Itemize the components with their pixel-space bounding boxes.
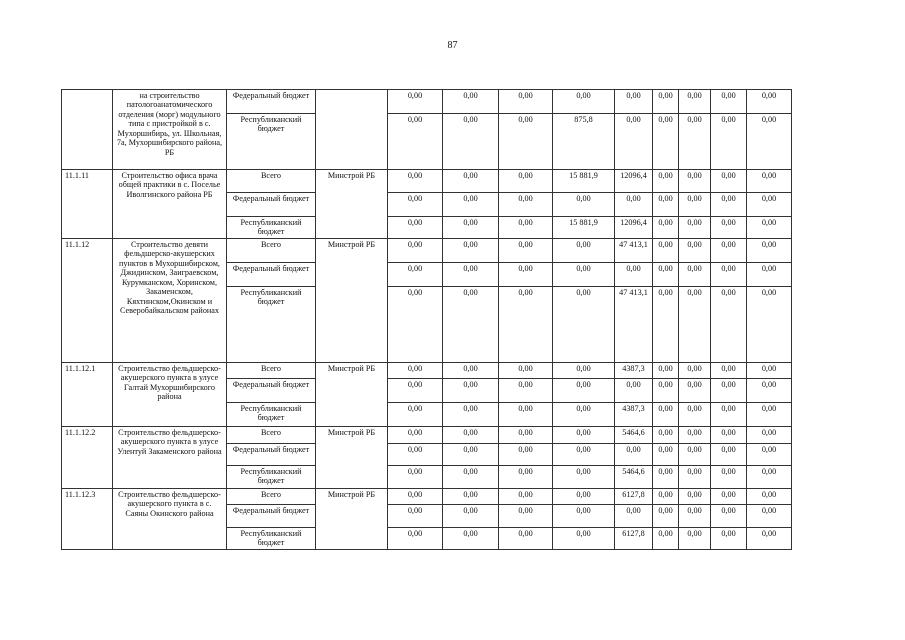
value-cell: 0,00 xyxy=(653,193,679,217)
value-cell: 0,00 xyxy=(388,90,443,114)
value-cell: 0,00 xyxy=(653,263,679,287)
value-cell: 0,00 xyxy=(553,379,615,403)
value-cell: 0,00 xyxy=(388,528,443,550)
value-cell: 0,00 xyxy=(679,170,711,193)
executor: Минстрой РБ xyxy=(316,239,388,363)
value-cell: 0,00 xyxy=(499,263,553,287)
value-cell: 0,00 xyxy=(653,217,679,239)
value-cell: 0,00 xyxy=(499,114,553,170)
value-cell: 0,00 xyxy=(711,114,747,170)
funding-source: Республиканский бюджет xyxy=(227,114,316,170)
executor xyxy=(316,90,388,170)
value-cell: 0,00 xyxy=(553,427,615,444)
value-cell: 0,00 xyxy=(499,217,553,239)
funding-source: Федеральный бюджет xyxy=(227,379,316,403)
value-cell: 0,00 xyxy=(679,505,711,528)
value-cell: 0,00 xyxy=(553,403,615,427)
value-cell: 0,00 xyxy=(388,427,443,444)
value-cell: 0,00 xyxy=(679,444,711,466)
value-cell: 0,00 xyxy=(747,90,792,114)
value-cell: 0,00 xyxy=(711,489,747,505)
table-row xyxy=(62,170,792,193)
value-cell: 0,00 xyxy=(499,239,553,263)
value-cell: 0,00 xyxy=(553,444,615,466)
value-cell: 0,00 xyxy=(615,90,653,114)
value-cell: 0,00 xyxy=(553,505,615,528)
value-cell: 0,00 xyxy=(679,363,711,379)
value-cell: 0,00 xyxy=(747,379,792,403)
value-cell: 0,00 xyxy=(553,528,615,550)
value-cell: 0,00 xyxy=(499,90,553,114)
value-cell: 0,00 xyxy=(747,505,792,528)
value-cell: 0,00 xyxy=(388,379,443,403)
table-row xyxy=(62,427,792,444)
value-cell: 4387,3 xyxy=(615,403,653,427)
value-cell: 0,00 xyxy=(679,263,711,287)
row-code xyxy=(62,90,113,170)
value-cell: 0,00 xyxy=(499,466,553,489)
value-cell: 0,00 xyxy=(711,287,747,363)
value-cell: 0,00 xyxy=(679,239,711,263)
value-cell: 0,00 xyxy=(388,193,443,217)
value-cell: 0,00 xyxy=(443,466,499,489)
value-cell: 0,00 xyxy=(679,114,711,170)
value-cell: 0,00 xyxy=(711,379,747,403)
value-cell: 0,00 xyxy=(443,403,499,427)
value-cell: 0,00 xyxy=(747,528,792,550)
value-cell: 0,00 xyxy=(747,287,792,363)
value-cell: 0,00 xyxy=(499,379,553,403)
value-cell: 0,00 xyxy=(711,466,747,489)
value-cell: 0,00 xyxy=(679,489,711,505)
value-cell: 0,00 xyxy=(711,217,747,239)
value-cell: 0,00 xyxy=(653,489,679,505)
value-cell: 0,00 xyxy=(653,170,679,193)
value-cell: 0,00 xyxy=(747,263,792,287)
value-cell: 0,00 xyxy=(747,466,792,489)
funding-source: Всего xyxy=(227,427,316,444)
executor: Минстрой РБ xyxy=(316,489,388,550)
value-cell: 0,00 xyxy=(615,444,653,466)
value-cell: 0,00 xyxy=(679,466,711,489)
funding-source: Федеральный бюджет xyxy=(227,263,316,287)
value-cell: 0,00 xyxy=(553,193,615,217)
value-cell: 0,00 xyxy=(679,528,711,550)
value-cell: 0,00 xyxy=(388,489,443,505)
row-code: 11.1.12 xyxy=(62,239,113,363)
value-cell: 0,00 xyxy=(499,444,553,466)
value-cell: 0,00 xyxy=(499,287,553,363)
value-cell: 0,00 xyxy=(443,287,499,363)
value-cell: 0,00 xyxy=(615,379,653,403)
value-cell: 0,00 xyxy=(499,489,553,505)
value-cell: 0,00 xyxy=(747,170,792,193)
table-row xyxy=(62,489,792,505)
value-cell: 0,00 xyxy=(388,239,443,263)
value-cell: 0,00 xyxy=(653,379,679,403)
value-cell: 0,00 xyxy=(499,427,553,444)
value-cell: 0,00 xyxy=(679,287,711,363)
value-cell: 0,00 xyxy=(747,403,792,427)
value-cell: 0,00 xyxy=(615,505,653,528)
value-cell: 0,00 xyxy=(711,170,747,193)
value-cell: 15 881,9 xyxy=(553,217,615,239)
value-cell: 47 413,1 xyxy=(615,287,653,363)
value-cell: 6127,8 xyxy=(615,489,653,505)
page-number: 87 xyxy=(447,40,458,51)
value-cell: 0,00 xyxy=(653,505,679,528)
value-cell: 0,00 xyxy=(443,193,499,217)
value-cell: 0,00 xyxy=(443,363,499,379)
value-cell: 0,00 xyxy=(553,263,615,287)
funding-source: Всего xyxy=(227,489,316,505)
table-row xyxy=(62,239,792,263)
value-cell: 0,00 xyxy=(653,90,679,114)
row-name: на строительство патологоанатомического отделения (морг) модульного типа с пристройкой в с. Мухоршибирь, ул. Школьная, 7а, Мухоршибирского района, РБ xyxy=(113,90,227,170)
value-cell: 0,00 xyxy=(679,193,711,217)
value-cell: 0,00 xyxy=(679,379,711,403)
value-cell: 0,00 xyxy=(711,427,747,444)
table-row xyxy=(62,363,792,379)
funding-source: Федеральный бюджет xyxy=(227,444,316,466)
value-cell: 0,00 xyxy=(679,427,711,444)
value-cell: 0,00 xyxy=(615,114,653,170)
executor: Минстрой РБ xyxy=(316,427,388,489)
value-cell: 0,00 xyxy=(499,193,553,217)
value-cell: 0,00 xyxy=(653,528,679,550)
value-cell: 0,00 xyxy=(443,528,499,550)
value-cell: 0,00 xyxy=(553,466,615,489)
funding-source: Республиканский бюджет xyxy=(227,403,316,427)
value-cell: 875,8 xyxy=(553,114,615,170)
funding-source: Федеральный бюджет xyxy=(227,505,316,528)
value-cell: 12096,4 xyxy=(615,217,653,239)
value-cell: 0,00 xyxy=(747,427,792,444)
value-cell: 0,00 xyxy=(443,217,499,239)
value-cell: 0,00 xyxy=(679,217,711,239)
value-cell: 0,00 xyxy=(553,90,615,114)
value-cell: 0,00 xyxy=(615,263,653,287)
value-cell: 0,00 xyxy=(653,466,679,489)
value-cell: 0,00 xyxy=(388,114,443,170)
value-cell: 0,00 xyxy=(499,528,553,550)
value-cell: 0,00 xyxy=(653,427,679,444)
value-cell: 6127,8 xyxy=(615,528,653,550)
budget-table xyxy=(61,89,792,550)
value-cell: 0,00 xyxy=(711,528,747,550)
value-cell: 0,00 xyxy=(711,505,747,528)
funding-source: Республиканский бюджет xyxy=(227,217,316,239)
value-cell: 0,00 xyxy=(711,444,747,466)
table-row xyxy=(62,90,792,114)
value-cell: 0,00 xyxy=(443,427,499,444)
value-cell: 0,00 xyxy=(388,170,443,193)
executor: Минстрой РБ xyxy=(316,170,388,239)
value-cell: 0,00 xyxy=(679,403,711,427)
value-cell: 0,00 xyxy=(711,239,747,263)
funding-source: Федеральный бюджет xyxy=(227,90,316,114)
value-cell: 0,00 xyxy=(388,217,443,239)
value-cell: 0,00 xyxy=(443,239,499,263)
value-cell: 0,00 xyxy=(747,239,792,263)
value-cell: 0,00 xyxy=(653,239,679,263)
value-cell: 0,00 xyxy=(653,363,679,379)
value-cell: 0,00 xyxy=(443,114,499,170)
value-cell: 0,00 xyxy=(747,489,792,505)
funding-source: Всего xyxy=(227,363,316,379)
value-cell: 0,00 xyxy=(388,444,443,466)
value-cell: 0,00 xyxy=(499,505,553,528)
row-code: 11.1.12.2 xyxy=(62,427,113,489)
value-cell: 0,00 xyxy=(653,287,679,363)
value-cell: 0,00 xyxy=(388,287,443,363)
value-cell: 15 881,9 xyxy=(553,170,615,193)
funding-source: Федеральный бюджет xyxy=(227,193,316,217)
value-cell: 0,00 xyxy=(443,90,499,114)
row-code: 11.1.11 xyxy=(62,170,113,239)
value-cell: 0,00 xyxy=(499,170,553,193)
funding-source: Всего xyxy=(227,239,316,263)
value-cell: 0,00 xyxy=(553,239,615,263)
value-cell: 0,00 xyxy=(388,363,443,379)
value-cell: 0,00 xyxy=(388,263,443,287)
executor: Минстрой РБ xyxy=(316,363,388,427)
value-cell: 0,00 xyxy=(711,263,747,287)
row-code: 11.1.12.3 xyxy=(62,489,113,550)
value-cell: 0,00 xyxy=(711,363,747,379)
value-cell: 0,00 xyxy=(653,444,679,466)
row-name: Строительство фельдшерско-акушерского пункта в улусе Галтай Мухоршибирского района xyxy=(113,363,227,427)
value-cell: 0,00 xyxy=(711,90,747,114)
value-cell: 0,00 xyxy=(553,489,615,505)
value-cell: 0,00 xyxy=(388,505,443,528)
value-cell: 0,00 xyxy=(747,193,792,217)
value-cell: 5464,6 xyxy=(615,427,653,444)
value-cell: 0,00 xyxy=(615,193,653,217)
row-name: Строительство фельдшерско-акушерского пункта в улусе Улентуй Закаменского района xyxy=(113,427,227,489)
value-cell: 0,00 xyxy=(679,90,711,114)
value-cell: 0,00 xyxy=(499,363,553,379)
value-cell: 0,00 xyxy=(747,114,792,170)
value-cell: 0,00 xyxy=(443,170,499,193)
value-cell: 0,00 xyxy=(443,379,499,403)
value-cell: 0,00 xyxy=(653,114,679,170)
row-code: 11.1.12.1 xyxy=(62,363,113,427)
value-cell: 0,00 xyxy=(747,363,792,379)
funding-source: Всего xyxy=(227,170,316,193)
value-cell: 0,00 xyxy=(711,403,747,427)
value-cell: 0,00 xyxy=(653,403,679,427)
row-name: Строительство девяти фельдшерско-акушерских пунктов в Мухоршибирском, Джидинском, Заиграевском, Курумканском, Хоринском, Закаменском, Кяхтинском,Окинском и Северобайкальском районах xyxy=(113,239,227,363)
value-cell: 0,00 xyxy=(443,444,499,466)
value-cell: 0,00 xyxy=(711,193,747,217)
value-cell: 0,00 xyxy=(747,444,792,466)
value-cell: 12096,4 xyxy=(615,170,653,193)
value-cell: 0,00 xyxy=(553,287,615,363)
value-cell: 0,00 xyxy=(747,217,792,239)
row-name: Строительство фельдшерско-акушерского пункта в с. Саяны Окинского района xyxy=(113,489,227,550)
value-cell: 0,00 xyxy=(443,505,499,528)
funding-source: Республиканский бюджет xyxy=(227,528,316,550)
funding-source: Республиканский бюджет xyxy=(227,466,316,489)
value-cell: 0,00 xyxy=(388,403,443,427)
value-cell: 0,00 xyxy=(553,363,615,379)
value-cell: 5464,6 xyxy=(615,466,653,489)
value-cell: 0,00 xyxy=(388,466,443,489)
funding-source: Республиканский бюджет xyxy=(227,287,316,363)
row-name: Строительство офиса врача общей практики в с. Поселье Иволгинского района РБ xyxy=(113,170,227,239)
value-cell: 47 413,1 xyxy=(615,239,653,263)
value-cell: 0,00 xyxy=(443,263,499,287)
value-cell: 4387,3 xyxy=(615,363,653,379)
value-cell: 0,00 xyxy=(499,403,553,427)
value-cell: 0,00 xyxy=(443,489,499,505)
